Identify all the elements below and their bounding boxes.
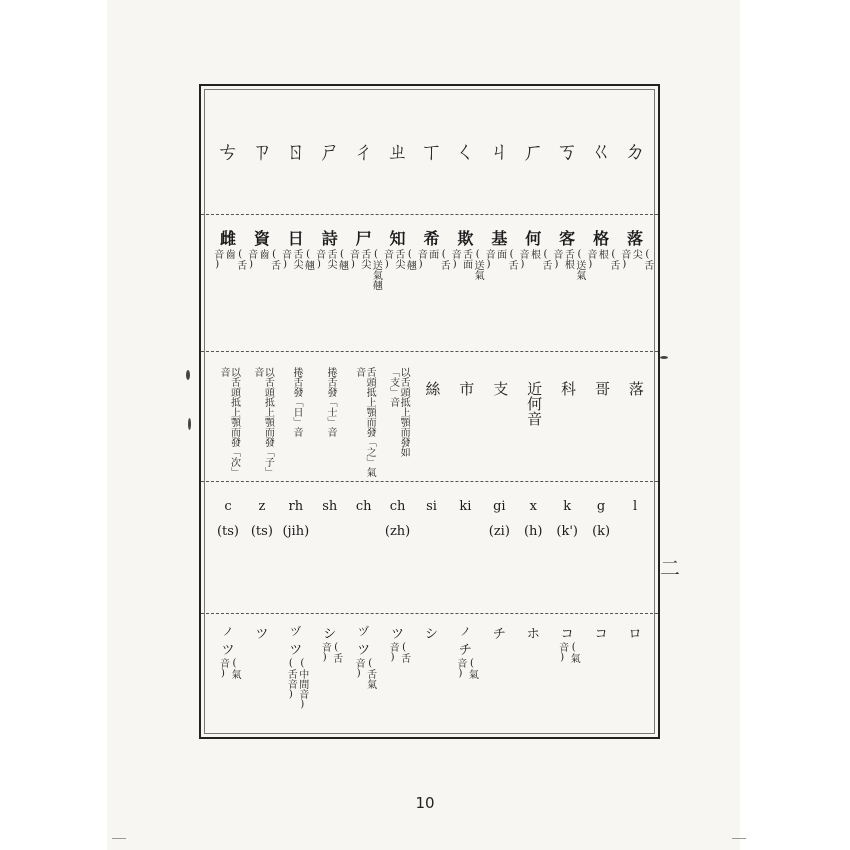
zhuyin-symbol: ㄑ — [454, 139, 477, 165]
character-entry — [211, 226, 245, 270]
romanization-entry — [633, 495, 637, 520]
gloss-text: 舌面 — [460, 249, 472, 269]
zhuyin-symbol: ㄘ — [216, 139, 239, 165]
character-entry — [449, 226, 483, 280]
table-cell — [415, 86, 449, 214]
katakana-entry — [319, 623, 341, 663]
table-cell — [347, 483, 381, 613]
standard-character: 雌 — [219, 229, 236, 248]
romanization: ch — [355, 499, 372, 514]
character-entry — [347, 226, 381, 290]
gloss-text: 舌尖 — [324, 249, 336, 269]
table-cell — [279, 353, 313, 481]
standard-character: 日 — [287, 229, 304, 248]
pronunciation-note: 以舌頭抵上顎而發「子」音 — [251, 367, 274, 477]
table-cell — [245, 353, 279, 481]
katakana: ツ — [391, 627, 405, 642]
table-cell — [482, 86, 516, 214]
table-cell — [584, 353, 618, 481]
phonetic-table — [199, 84, 660, 739]
near-sound-character: 絲 — [423, 381, 442, 396]
gloss-text: (舌 — [268, 249, 280, 270]
standard-character: 基 — [491, 229, 508, 248]
character-entry — [313, 226, 347, 270]
romanization-entry — [592, 495, 610, 544]
standard-character: 尸 — [355, 229, 372, 248]
zhuyin-symbol: ㄒ — [420, 139, 443, 165]
gloss-text: 音) — [449, 249, 461, 270]
romanization: rh — [288, 499, 304, 514]
table-cell — [550, 615, 584, 735]
romanization: c — [224, 499, 232, 514]
katakana-entry — [255, 623, 268, 642]
romanization: k — [563, 499, 572, 514]
romanization: sh — [322, 499, 338, 514]
near-sound-character: 科 — [559, 381, 578, 396]
articulation-gloss — [618, 249, 652, 270]
gloss-text: 舌尖 — [291, 249, 303, 269]
gloss-text: 尖 — [630, 249, 642, 259]
table-cell — [245, 615, 279, 735]
gloss-text: (舌氣 — [364, 658, 376, 689]
articulation-gloss — [550, 249, 584, 280]
table-cell — [584, 86, 618, 214]
romanization-entry — [385, 495, 410, 544]
page-edge-mark — [112, 838, 126, 839]
gloss-text: 音) — [313, 249, 325, 270]
zhuyin-symbol: ㄗ — [250, 139, 273, 165]
table-cell — [618, 86, 652, 214]
gloss-text: (舌 — [607, 249, 619, 270]
gloss-text: 齒 — [223, 249, 235, 259]
table-cell — [347, 86, 381, 214]
gloss-text: 舌根 — [562, 249, 574, 269]
katakana-mark: ヅ — [290, 625, 302, 638]
row-divider — [201, 613, 658, 614]
romanization-row — [201, 483, 658, 613]
near-sound-character: 近何音 — [525, 381, 544, 426]
katakana-row — [201, 615, 658, 735]
gloss-text: 舌尖 — [358, 249, 370, 269]
articulation-gloss — [211, 249, 245, 270]
table-cell — [550, 86, 584, 214]
romanization-entry — [556, 495, 578, 544]
scan-speck — [188, 418, 191, 430]
articulation-gloss — [483, 249, 517, 270]
gloss-text: 音) — [353, 658, 365, 679]
katakana-gloss — [353, 658, 375, 689]
table-cell — [245, 216, 279, 351]
gloss-text: 音) — [415, 249, 427, 270]
katakana-gloss — [556, 642, 578, 663]
romanization-entry — [322, 495, 337, 520]
table-cell — [618, 483, 652, 613]
gloss-text: 根 — [528, 249, 540, 259]
katakana: チ — [458, 643, 472, 658]
katakana-gloss — [217, 658, 239, 679]
table-cell — [211, 615, 245, 735]
character-row — [201, 216, 658, 351]
table-cell — [211, 216, 245, 351]
zhuyin-symbol: ㄔ — [352, 139, 375, 165]
gloss-text: 音) — [483, 249, 495, 270]
katakana-entry — [556, 623, 578, 663]
romanization: g — [596, 499, 606, 514]
romanization-alt: (jih) — [282, 523, 310, 539]
table-cell — [415, 615, 449, 735]
table-cell — [584, 216, 618, 351]
standard-character: 資 — [253, 229, 270, 248]
page-edge-mark — [732, 838, 746, 839]
table-cell — [381, 615, 415, 735]
table-cell — [415, 353, 449, 481]
katakana-gloss — [454, 658, 476, 679]
gloss-text: 音) — [550, 249, 562, 270]
character-entry — [584, 226, 618, 270]
romanization-entry — [426, 495, 437, 520]
standard-character: 何 — [525, 229, 542, 248]
articulation-gloss — [415, 249, 449, 270]
standard-character: 希 — [423, 229, 440, 248]
articulation-gloss — [279, 249, 313, 270]
romanization: x — [529, 499, 537, 514]
zhuyin-symbol: ㄏ — [522, 139, 545, 165]
gloss-text: 音) — [517, 249, 528, 270]
table-cell — [448, 615, 482, 735]
articulation-gloss — [584, 249, 618, 270]
gloss-text: (氣 — [568, 642, 580, 663]
katakana-entry — [387, 623, 409, 663]
row-divider — [201, 214, 658, 215]
katakana-entry — [217, 623, 239, 679]
gloss-text: (送氣 — [472, 249, 484, 280]
katakana: シ — [424, 627, 438, 642]
pronunciation-note: 舌頭抵上顎而發「之」氣音 — [353, 367, 376, 477]
gloss-text: 齒 — [257, 249, 269, 259]
table-cell — [550, 353, 584, 481]
zhuyin-row — [201, 86, 658, 214]
katakana: ツ — [221, 643, 235, 658]
zhuyin-symbol: ㄓ — [386, 139, 409, 165]
gloss-text: 音) — [584, 249, 596, 270]
near-sound-character: 落 — [626, 381, 645, 396]
katakana: コ — [594, 627, 608, 642]
standard-character: 落 — [627, 229, 644, 248]
gloss-text: (舌 — [438, 249, 450, 270]
table-cell — [448, 353, 482, 481]
character-entry — [279, 226, 313, 270]
table-cell — [279, 216, 313, 351]
table-cell — [347, 216, 381, 351]
table-cell — [211, 353, 245, 481]
pronunciation-note: 捲舌發「士」音 — [324, 367, 336, 437]
romanization: si — [426, 499, 437, 514]
gloss-text: (氣 — [466, 658, 478, 679]
romanization-entry — [251, 495, 273, 544]
romanization: ch — [389, 499, 406, 514]
gloss-text: 面 — [426, 249, 438, 259]
table-cell — [448, 86, 482, 214]
table-cell — [482, 483, 516, 613]
katakana: チ — [492, 627, 506, 642]
gloss-text: (送氣 — [573, 249, 585, 280]
character-entry — [618, 226, 652, 270]
katakana-entry — [493, 623, 506, 642]
katakana-entry — [285, 623, 307, 710]
gloss-text: 音) — [319, 642, 331, 663]
gloss-text: (舌 — [234, 249, 246, 270]
romanization-alt: (zi) — [488, 523, 510, 539]
romanization-entry — [356, 495, 372, 520]
character-entry — [381, 226, 415, 270]
page-number: 10 — [415, 794, 435, 812]
character-entry — [517, 226, 551, 270]
gloss-text: (中間音) — [296, 658, 308, 710]
table-cell — [313, 86, 347, 214]
romanization-entry — [489, 495, 510, 544]
romanization-entry — [524, 495, 543, 544]
gloss-text: (舌 — [641, 249, 653, 270]
katakana-gloss — [387, 642, 409, 663]
katakana-entry — [454, 623, 476, 679]
articulation-gloss — [347, 249, 381, 290]
pronunciation-note: 以舌頭抵上顎而發「次」音 — [217, 367, 240, 477]
pronunciation-note: 以舌頭抵上顎而發如「支」音 — [387, 367, 410, 457]
gloss-text: (舌 — [398, 642, 410, 663]
articulation-gloss — [517, 249, 551, 270]
katakana-entry — [425, 623, 438, 642]
margin-mark: 二 — [660, 556, 680, 580]
table-cell — [211, 86, 245, 214]
romanization-alt: (ts) — [216, 523, 239, 539]
katakana-gloss — [319, 642, 341, 663]
near-sound-character: 支 — [491, 381, 510, 396]
romanization: l — [632, 499, 638, 514]
gloss-text: (翹 — [302, 249, 314, 270]
table-cell — [279, 86, 313, 214]
standard-character: 客 — [559, 229, 576, 248]
katakana-mark: ヅ — [358, 625, 370, 638]
gloss-text: 根 — [596, 249, 608, 259]
romanization-alt: (k) — [592, 523, 611, 539]
table-cell — [584, 483, 618, 613]
table-cell — [279, 615, 313, 735]
table-cell — [482, 615, 516, 735]
table-cell — [381, 216, 415, 351]
table-cell — [381, 86, 415, 214]
gloss-text: (舌 — [506, 249, 518, 270]
table-cell — [618, 615, 652, 735]
articulation-gloss — [313, 249, 347, 270]
gloss-text: 音) — [279, 249, 291, 270]
table-cell — [347, 615, 381, 735]
table-cell — [313, 353, 347, 481]
katakana: シ — [323, 627, 337, 642]
table-cell — [381, 353, 415, 481]
table-cell — [516, 615, 550, 735]
character-entry — [483, 226, 517, 270]
gloss-text: 音) — [387, 642, 399, 663]
gloss-text: 舌尖 — [392, 249, 404, 269]
table-cell — [313, 615, 347, 735]
table-cell — [516, 86, 550, 214]
table-cell — [415, 483, 449, 613]
table-cell — [211, 483, 245, 613]
romanization-entry — [459, 495, 471, 520]
gloss-text: (舌 — [540, 249, 551, 270]
table-cell — [516, 216, 550, 351]
katakana-gloss — [285, 658, 307, 710]
gloss-text: (氣 — [228, 658, 240, 679]
character-entry — [245, 226, 279, 270]
katakana: ツ — [255, 627, 269, 642]
row-divider — [201, 481, 658, 482]
zhuyin-symbol: ㄎ — [556, 139, 579, 165]
katakana-entry — [527, 623, 540, 642]
table-cell — [482, 216, 516, 351]
notes-row — [201, 353, 658, 481]
gloss-text: (送氣翹 — [370, 249, 382, 290]
articulation-gloss — [381, 249, 415, 270]
katakana-entry — [353, 623, 375, 689]
romanization-entry — [282, 495, 309, 544]
gloss-text: 音) — [618, 249, 630, 270]
table-cell — [381, 483, 415, 613]
table-cell — [279, 483, 313, 613]
standard-character: 欺 — [457, 229, 474, 248]
character-entry — [415, 226, 449, 270]
pronunciation-note: 捲舌發「日」音 — [291, 367, 303, 437]
table-cell — [618, 216, 652, 351]
near-sound-character: 哥 — [592, 381, 611, 396]
zhuyin-symbol: ㄉ — [624, 139, 647, 165]
katakana-mark: ノ — [222, 625, 234, 638]
katakana-entry — [595, 623, 608, 642]
standard-character: 格 — [593, 229, 610, 248]
gloss-text: 音) — [217, 658, 229, 679]
romanization-alt: (ts) — [250, 523, 273, 539]
katakana-entry — [629, 623, 642, 642]
katakana: ホ — [526, 627, 540, 642]
articulation-gloss — [245, 249, 279, 270]
table-cell — [245, 86, 279, 214]
character-entry — [550, 226, 584, 280]
table-cell — [482, 353, 516, 481]
table-cell — [516, 483, 550, 613]
gloss-text: (翹 — [404, 249, 416, 270]
table-cell — [448, 483, 482, 613]
gloss-text: 音) — [381, 249, 393, 270]
romanization-entry — [217, 495, 239, 544]
table-cell — [584, 615, 618, 735]
standard-character: 知 — [389, 229, 406, 248]
romanization-alt: (h) — [523, 523, 543, 539]
romanization-alt: (k') — [556, 523, 578, 539]
table-cell — [313, 483, 347, 613]
table-cell — [618, 353, 652, 481]
katakana: ロ — [628, 627, 642, 642]
gloss-text: 面 — [494, 249, 506, 259]
zhuyin-symbol: ㄍ — [590, 139, 613, 165]
scan-speck — [186, 370, 190, 380]
table-cell — [448, 216, 482, 351]
table-cell — [347, 353, 381, 481]
gloss-text: 音) — [347, 249, 359, 270]
scan-speck — [660, 356, 668, 359]
katakana-mark: ノ — [459, 625, 471, 638]
table-cell — [415, 216, 449, 351]
near-sound-character: 市 — [457, 381, 476, 396]
gloss-text: 音) — [454, 658, 466, 679]
zhuyin-symbol: ㄖ — [284, 139, 307, 165]
table-cell — [550, 483, 584, 613]
gloss-text: 音) — [245, 249, 257, 270]
romanization: gi — [493, 499, 506, 514]
table-cell — [550, 216, 584, 351]
katakana: コ — [560, 627, 574, 642]
katakana: ツ — [357, 643, 371, 658]
gloss-text: (翹 — [336, 249, 348, 270]
romanization-alt: (zh) — [384, 523, 411, 539]
gloss-text: (舌音) — [285, 658, 297, 700]
katakana: ツ — [289, 643, 303, 658]
zhuyin-symbol: ㄕ — [318, 139, 341, 165]
row-divider — [201, 351, 658, 352]
romanization: ki — [459, 499, 472, 514]
standard-character: 詩 — [321, 229, 338, 248]
gloss-text: (舌 — [330, 642, 342, 663]
table-cell — [516, 353, 550, 481]
zhuyin-symbol: ㄐ — [488, 139, 511, 165]
romanization: z — [258, 499, 266, 514]
gloss-text: 音) — [211, 249, 223, 270]
table-cell — [313, 216, 347, 351]
table-cell — [245, 483, 279, 613]
gloss-text: 音) — [556, 642, 568, 663]
articulation-gloss — [449, 249, 483, 280]
